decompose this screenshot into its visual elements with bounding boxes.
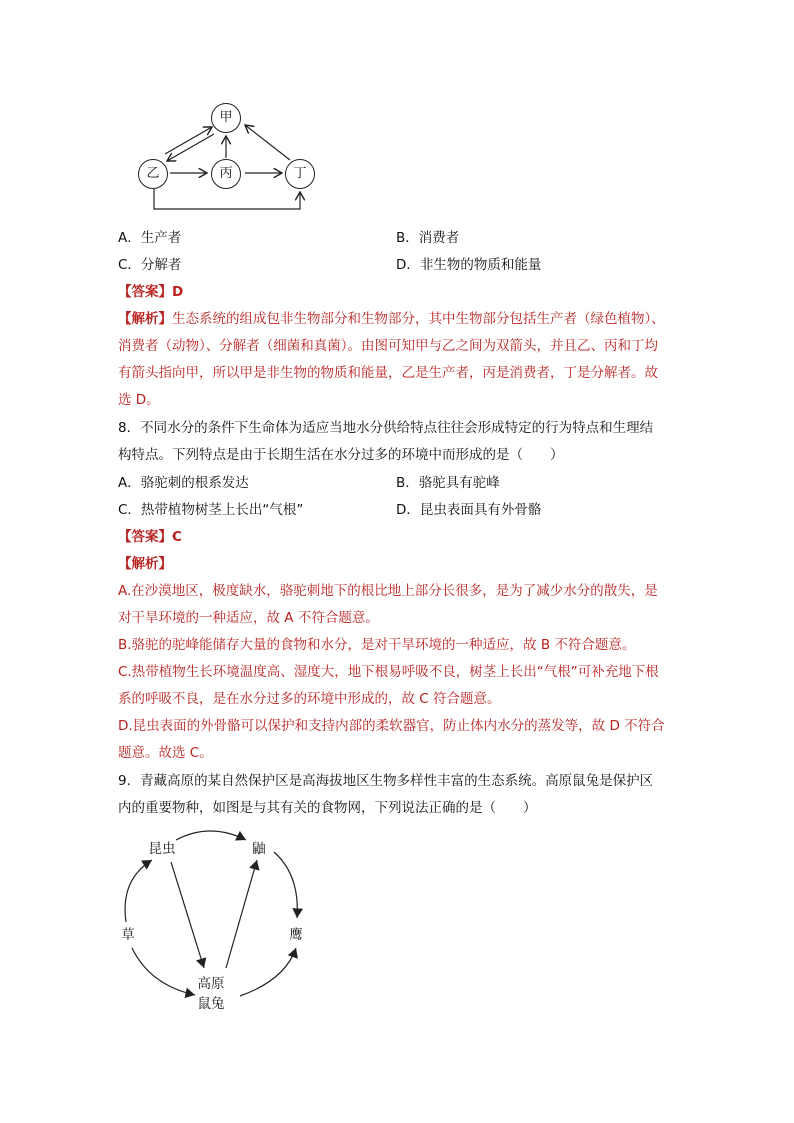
q9-stem-line-2: 内的重要物种，如图是与其有关的食物网，下列说法正确的是（ ） (118, 800, 537, 816)
q8-stem-line-2: 构特点。下列特点是由于长期生活在水分过多的环境中而形成的是（ ） (118, 447, 564, 463)
q7-option-a: A．生产者 (118, 230, 182, 246)
node-vole: 鼬 (252, 841, 266, 857)
q8-answer: 【答案】C (118, 529, 182, 545)
q8-analysis-line-2: 对干旱环境的一种适应，故 A 不符合题意。 (118, 610, 379, 626)
node-pika-line-2: 鼠兔 (197, 996, 225, 1012)
q8-option-c: C．热带植物树茎上长出“气根” (118, 502, 304, 518)
q7-analysis-text-1: 生态系统的组成包非生物部分和生物部分，其中生物部分包括生产者（绿色植物）、 (172, 311, 665, 327)
q7-option-b: B．消费者 (396, 230, 460, 246)
node-pika-line-1: 高原 (197, 976, 225, 992)
arrow-insect-to-vole (176, 831, 246, 840)
q7-analysis-line-3: 有箭头指向甲，所以甲是非生物的物质和能量，乙是生产者，丙是消费者，丁是分解者。故 (118, 365, 658, 381)
q8-option-a: A．骆驼刺的根系发达 (118, 475, 249, 491)
arrow-grass-to-pika (132, 948, 195, 995)
q7-option-d: D．非生物的物质和能量 (396, 257, 542, 273)
node-grass: 草 (121, 927, 135, 943)
q8-stem-line-1: 8．不同水分的条件下生命体为适应当地水分供给特点往往会形成特定的行为特点和生理结 (118, 420, 654, 436)
q8-option-d: D．昆虫表面具有外骨骼 (396, 502, 542, 518)
arrow-vole-to-eagle (274, 852, 297, 918)
q7-analysis-line-4: 选 D。 (118, 392, 160, 408)
q9-stem-line-1: 9．青藏高原的某自然保护区是高海拔地区生物多样性丰富的生态系统。高原鼠兔是保护区 (118, 773, 654, 789)
node-insect: 昆虫 (148, 841, 176, 857)
q7-option-c: C．分解者 (118, 257, 182, 273)
q7-analysis-line-2: 消费者（动物）、分解者（细菌和真菌）。由图可知甲与乙之间为双箭头，并且乙、丙和丁均 (118, 338, 658, 354)
arrow-pika-to-eagle (240, 948, 296, 996)
q8-analysis-line-4: C.热带植物生长环境温度高、湿度大，地下根易呼吸不良，树茎上长出“气根”可补充地下根 (118, 664, 659, 680)
node-eagle: 鹰 (289, 927, 303, 943)
node-bing: 丙 (211, 159, 241, 189)
q7-analysis-tag: 【解析】 (118, 311, 172, 327)
q8-option-b: B．骆驼具有驼峰 (396, 475, 500, 491)
arrow-insect-to-pika (171, 862, 204, 968)
q8-analysis-line-6: D.昆虫表面的外骨骼可以保护和支持内部的柔软器官，防止体内水分的蒸发等，故 D 不符合 (118, 718, 665, 734)
q8-analysis-line-5: 系的呼吸不良，是在水分过多的环境中形成的，故 C 符合题意。 (118, 691, 501, 707)
node-jia: 甲 (211, 103, 241, 133)
q8-analysis-line-7: 题意。故选 C。 (118, 745, 213, 761)
q8-analysis-tag: 【解析】 (118, 556, 172, 572)
q7-answer: 【答案】D (118, 284, 184, 300)
q8-analysis-line-3: B.骆驼的驼峰能储存大量的食物和水分，是对干旱环境的一种适应，故 B 不符合题意。 (118, 637, 636, 653)
arrow-pika-to-vole (226, 860, 257, 968)
node-ding: 丁 (285, 159, 315, 189)
q8-analysis-line-1: A.在沙漠地区，极度缺水，骆驼刺地下的根比地上部分长很多，是为了减少水分的散失，是 (118, 583, 658, 599)
node-yi: 乙 (138, 159, 168, 189)
arrow-grass-to-insect (125, 860, 152, 922)
